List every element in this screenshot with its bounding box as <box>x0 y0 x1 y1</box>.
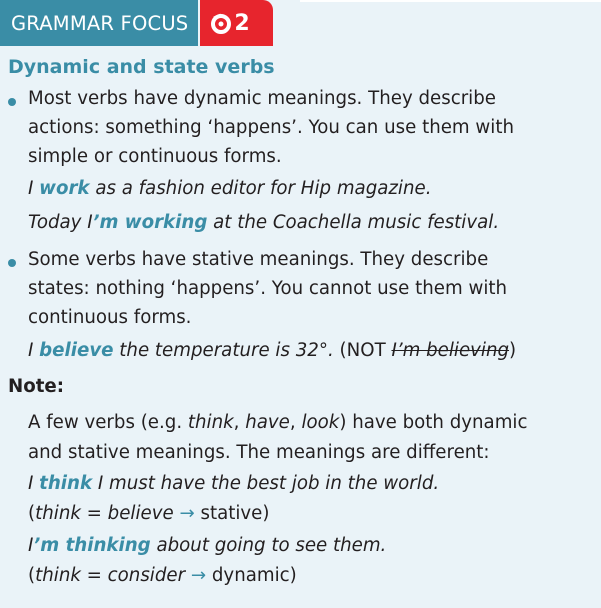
arrow-icon: → <box>190 565 207 586</box>
bullet-2-text <box>28 245 588 332</box>
note-gloss-2 <box>28 561 297 590</box>
badge-number: 2 <box>234 10 250 36</box>
text-line: actions: something ‘happens’. You can use them with <box>28 117 515 138</box>
example-sentence <box>28 336 516 365</box>
example-text: I <box>28 340 40 361</box>
header-badge <box>200 0 273 46</box>
bullet-dot <box>8 259 16 267</box>
gloss-italic: think = consider <box>35 565 191 586</box>
keyword: ’m thinking <box>33 535 151 556</box>
keyword: ’m working <box>92 212 208 233</box>
note-text: , <box>289 412 302 433</box>
example-text: I <box>28 178 40 199</box>
note-text: , <box>233 412 246 433</box>
text-line: simple or continuous forms. <box>28 146 282 167</box>
example-text: the temperature is 32°. <box>113 340 334 361</box>
text-line: Most verbs have dynamic meanings. They describe <box>28 88 496 109</box>
note-text: A few verbs (e.g. <box>28 412 188 433</box>
text-line: states: nothing ‘happens’. You cannot use them with <box>28 278 508 299</box>
example-text: I <box>28 473 40 494</box>
example-sentence <box>28 174 431 203</box>
gloss-text: stative) <box>194 503 270 524</box>
keyword: believe <box>39 340 114 361</box>
keyword: think <box>39 473 93 494</box>
struck-text: I’m believing <box>391 340 510 361</box>
not-text: (NOT <box>333 340 392 361</box>
gloss-text: ( <box>28 565 36 586</box>
example-text: at the Coachella music festival. <box>207 212 500 233</box>
note-italic: have <box>245 412 290 433</box>
note-italic: think <box>187 412 234 433</box>
note-line-1 <box>28 408 527 437</box>
note-line-2: and stative meanings. The meanings are different: <box>28 442 490 463</box>
example-text: I <box>28 535 34 556</box>
gloss-italic: think = believe <box>35 503 180 524</box>
note-gloss-1 <box>28 499 269 528</box>
audio-disc-icon <box>210 12 232 34</box>
text-line: Some verbs have stative meanings. They describe <box>28 249 489 270</box>
note-label: Note: <box>8 376 65 397</box>
gloss-text: dynamic) <box>206 565 297 586</box>
note-example-2 <box>28 531 386 560</box>
note-example-1 <box>28 469 439 498</box>
top-border <box>300 0 601 2</box>
note-text: ) have both dynamic <box>339 412 528 433</box>
gloss-text: ( <box>28 503 36 524</box>
example-text: I must have the best job in the world. <box>92 473 440 494</box>
keyword: work <box>39 178 90 199</box>
example-text: Today I <box>28 212 93 233</box>
section-title: Dynamic and state verbs <box>8 56 275 78</box>
header <box>0 0 273 46</box>
example-text: about going to see them. <box>150 535 387 556</box>
bullet-dot <box>8 98 16 106</box>
example-text: as a fashion editor for Hip magazine. <box>89 178 432 199</box>
example-sentence <box>28 208 499 237</box>
bullet-1-text <box>28 84 588 171</box>
text-line: continuous forms. <box>28 307 192 328</box>
header-title: GRAMMAR FOCUS <box>0 0 198 46</box>
note-italic: look <box>301 412 340 433</box>
arrow-icon: → <box>179 503 195 524</box>
not-text: ) <box>509 340 517 361</box>
